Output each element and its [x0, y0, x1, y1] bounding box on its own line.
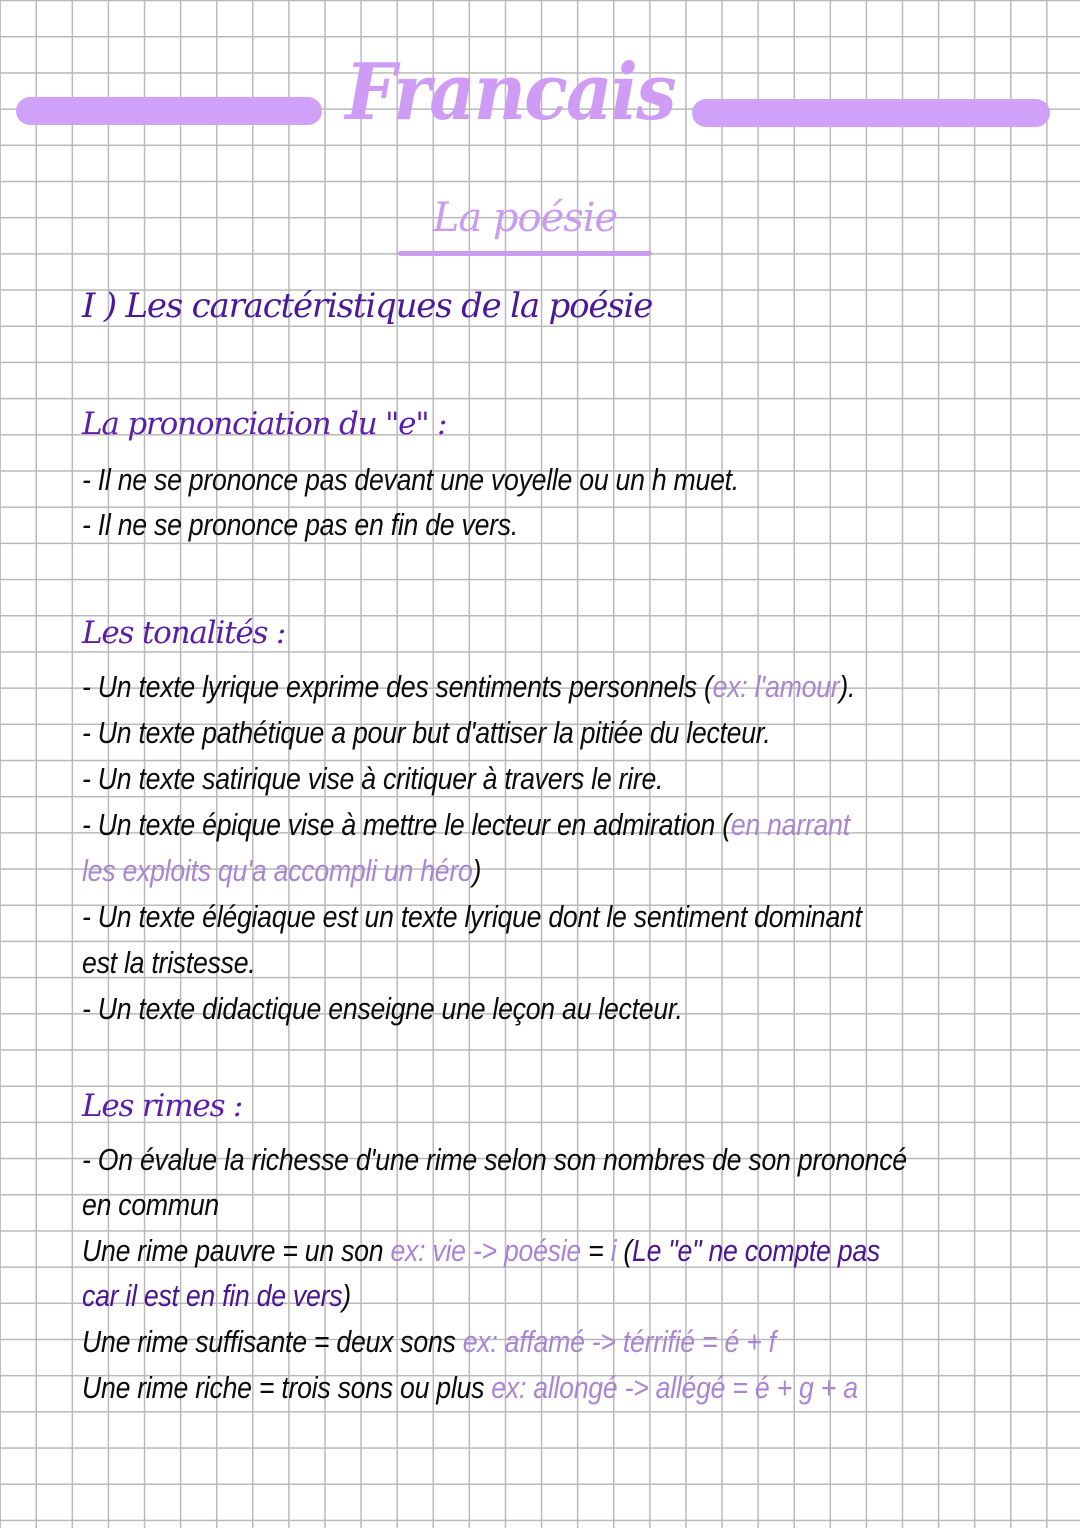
- lyrique-end: ).: [839, 669, 856, 704]
- riche-example: ex: allongé -> allégé = é + g + a: [491, 1370, 858, 1405]
- page-subtitle: La poésie: [432, 195, 618, 241]
- epique-text: - Un texte épique vise à mettre le lecteur en admiration (: [82, 807, 731, 842]
- rime-riche: [82, 1366, 858, 1410]
- pauvre-close-paren: ): [342, 1278, 351, 1313]
- prononciation-line-1: - Il ne se prononce pas devant une voyelle ou un h muet.: [82, 462, 739, 497]
- pauvre-equals: =: [580, 1233, 611, 1268]
- pauvre-text: Une rime pauvre = un son: [82, 1233, 391, 1268]
- tonalite-epique: [82, 803, 850, 847]
- title-left-bar: [16, 97, 322, 125]
- rimes-heading: Les rimes :: [82, 1088, 243, 1124]
- tonalite-didactique: - Un texte didactique enseigne une leçon au lecteur.: [82, 991, 683, 1026]
- epique-example-2: les exploits qu'a accompli un héro: [82, 853, 473, 888]
- epique-end: ): [472, 853, 482, 888]
- subtitle-underline: [398, 251, 652, 256]
- rimes-intro-cont: en commun: [82, 1187, 219, 1222]
- suffisante-text: Une rime suffisante = deux sons: [82, 1324, 463, 1359]
- section-heading: I ) Les caractéristiques de la poésie: [82, 286, 653, 326]
- tonalite-satirique: - Un texte satirique vise à critiquer à travers le rire.: [82, 761, 664, 796]
- lyrique-text: - Un texte lyrique exprime des sentiments personnels (: [82, 669, 713, 704]
- suffisante-example: ex: affamé -> térrifié = é + f: [462, 1324, 776, 1359]
- tonalite-epique-cont: [82, 849, 481, 893]
- pauvre-open-paren: (: [616, 1233, 633, 1268]
- tonalite-pathetique: - Un texte pathétique a pour but d'attiser la pitiée du lecteur.: [82, 715, 771, 750]
- page-title: Francais: [345, 47, 675, 138]
- epique-example-1: en narrant: [730, 807, 850, 842]
- prononciation-heading: La prononciation du "e" :: [82, 406, 447, 442]
- rimes-intro: - On évalue la richesse d'une rime selon son nombres de son prononcé: [82, 1142, 907, 1177]
- title-right-bar: [692, 99, 1050, 127]
- riche-text: Une rime riche = trois sons ou plus: [82, 1370, 492, 1405]
- tonalites-heading: Les tonalités :: [82, 615, 286, 651]
- pauvre-note-1: Le "e" ne compte pas: [632, 1233, 880, 1268]
- rime-pauvre: [82, 1229, 880, 1273]
- prononciation-line-2: - Il ne se prononce pas en fin de vers.: [82, 507, 519, 542]
- tonalite-elegiaque-cont: est la tristesse.: [82, 945, 256, 980]
- pauvre-note-2: car il est en fin de vers: [82, 1278, 343, 1313]
- rime-pauvre-cont: [82, 1274, 351, 1318]
- pauvre-result: i: [610, 1233, 617, 1268]
- rime-suffisante: [82, 1320, 776, 1364]
- tonalite-elegiaque: - Un texte élégiaque est un texte lyrique dont le sentiment dominant: [82, 899, 862, 934]
- tonalite-lyrique: [82, 665, 855, 709]
- pauvre-example: ex: vie -> poésie: [390, 1233, 581, 1268]
- lyrique-example: ex: l'amour: [712, 669, 840, 704]
